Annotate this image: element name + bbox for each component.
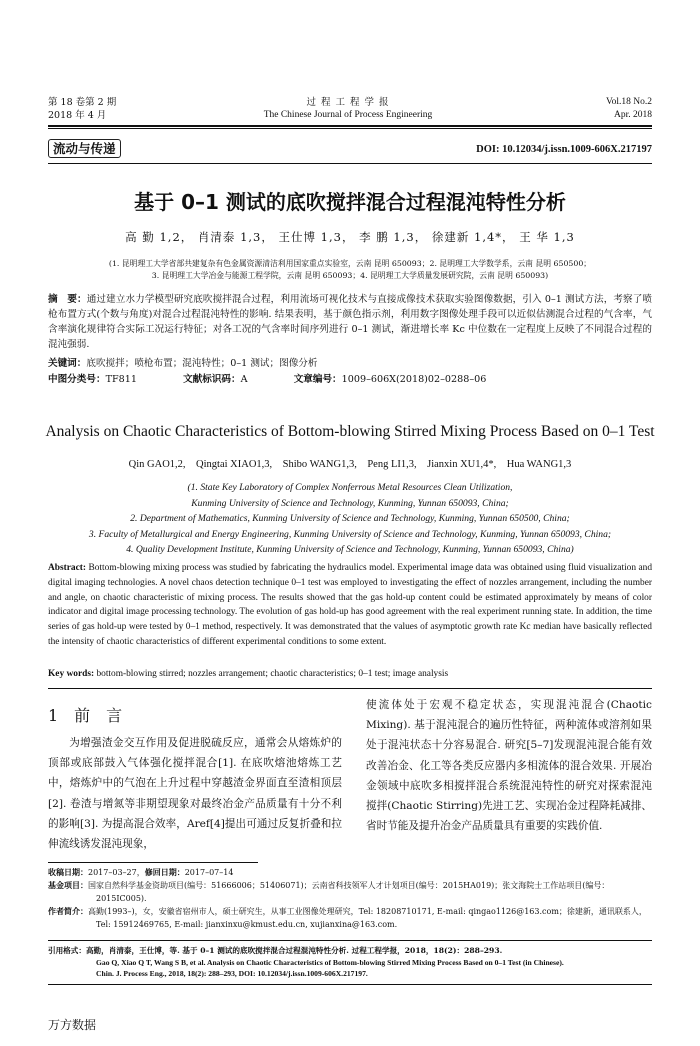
volume-cn: 第 18 卷第 2 期 (48, 97, 117, 108)
fund-line (48, 879, 652, 905)
abstract-en (48, 561, 652, 650)
section-badge-label: 流动与传递 (48, 139, 121, 158)
abstract-cn-text: 通过建立水力学模型研究底吹搅拌混合过程，利用流场可视化技术与直接成像技术获取实验图像数据，引入 0–1 测试方法，考察了喷枪布置方式(个数与角度)对混合过程混沌特性的影响. 结果表明，基于颜色指示剂，利用数字图像处理手段可以近似估测混合过程的气含率，气含率演化规律符合实际工况运行特征；对各工况的气含率时间序列进行 0–1 测试，渐进增长率 Kc 中位数在一定程度上反映了不同混合过程的混沌强弱. (48, 294, 653, 350)
footnotes (48, 866, 652, 931)
volume-en: Vol.18 No.2 (605, 97, 652, 107)
affiliation-en-line: 4. Quality Development Institute, Kunming University of Science and Technology, Kunming, Yunnan 650093, China) (126, 544, 574, 555)
citation-cn-text: 高勤，肖清泰，王仕博，等. 基于 0–1 测试的底吹搅拌混合过程混沌特性分析. 过程工程学报，2018，18(2)：288–293. (85, 946, 503, 955)
date-cn: 2018 年 4 月 (48, 110, 107, 121)
article-number: 1009–606X(2018)02–0288–06 (341, 374, 487, 385)
author-bio-text: 高勤(1993–)，女，安徽省宿州市人，硕士研究生，从事工业图像处理研究，Tel: 18208710171, E-mail: qingao1126@163.com；徐建新，通讯联系人，Tel: 15912469765, E-mail: jianxinxu@kmust.edu.cn, xujianxina@163.com. (88, 907, 647, 929)
classification (48, 372, 652, 387)
section1-right-column: 使流体处于宏观不稳定状态，实现混沌混合(Chaotic Mixing). 基于混沌混合的遍历性特征，两种流体或溶剂如果处于混沌状态十分容易混合. 研究[5–7]发现混沌混合能有效改善冶金、化工等各类反应器内多相流体的混合效果. 开展冶金领域中底吹多相搅拌混合系统混沌特性的研究对探索混沌搅拌(Chaotic Stirring)先进工艺、实现冶金过程降耗减排、省时节能及提升冶金产品质量具有重要的实践价值. (366, 699, 652, 833)
keywords-en-text: bottom-blowing stirred; nozzles arrangement; chaotic characteristics; 0–1 test; image analysis (96, 669, 449, 679)
affiliation-cn-line: (1. 昆明理工大学省部共建复杂有色金属资源清洁利用国家重点实验室，云南 昆明 650093；2. 昆明理工大学数学系，云南 昆明 650500； (108, 259, 592, 268)
header-rule (48, 125, 652, 127)
fund-label: 基金项目： (48, 880, 88, 890)
affiliation-en-line: Kunming University of Science and Technology, Kunming, Yunnan 650093, China; (191, 497, 509, 509)
watermark: 万方数据 (48, 1018, 97, 1032)
authors-cn: 高 勤 1,2， 肖清泰 1,3， 王仕博 1,3， 李 鹏 1,3， 徐建新 1,4*， 王 华 1,3 (125, 230, 575, 244)
affiliations-en (30, 480, 670, 558)
section1-left-column: 为增强渣金交互作用及促进脱硫反应，通常会从熔炼炉的顶部或底部鼓入气体强化搅拌混合[1]. 在底吹熔池熔炼工艺中，熔炼炉中的气泡在上升过程中穿越渣金界面直至渣相顶层[2]. 卷渣与增氮等非期望现象对最终冶金产品质量有十分不利的影响[3]. 为提高混合效率，Aref[4]提出可通过反复折叠和拉伸流线诱发混沌现象， (48, 737, 342, 851)
received-label: 收稿日期： (48, 867, 88, 877)
article-number-label: 文章编号： (293, 374, 342, 385)
keywords-cn (48, 356, 652, 371)
affiliation-cn-line: 3. 昆明理工大学冶金与能源工程学院，云南 昆明 650093；4. 昆明理工大学质量发展研究院，云南 昆明 650093) (151, 270, 549, 280)
abstract-en-label: Abstract: (48, 563, 87, 573)
citation-en-line: Chin. J. Process Eng., 2018, 18(2): 288–293, DOI: 10.12034/j.issn.1009-606X.217197. (96, 969, 368, 978)
abstract-cn-label: 摘 要： (48, 294, 87, 305)
doc-code: A (240, 374, 248, 385)
abstract-cn (48, 292, 652, 352)
revised-label: 修回日期： (144, 867, 185, 877)
keywords-en-label: Key words: (48, 669, 95, 679)
section-badge (48, 138, 121, 157)
author-bio-label: 作者简介： (48, 906, 88, 916)
authors-en: Qin GAO1,2, Qingtai XIAO1,3, Shibo WANG1,3, Peng LI1,3, Jianxin XU1,4*, Hua WANG1,3 (128, 459, 572, 470)
doc-code-label: 文献标识码： (183, 374, 241, 385)
citation-en-line: Gao Q, Xiao Q T, Wang S B, et al. Analysis on Chaotic Characteristics of Bottom-blowing Stirred Mixing Process Based on 0–1 Test (in Chinese). (96, 957, 564, 967)
author-line (48, 905, 652, 931)
header-rule-thin (48, 128, 652, 129)
fund-text: 国家自然科学基金资助项目(编号：51666006；51406071)；云南省科技领军人才计划项目(编号：2015HA019)；张文海院士工作站项目(编号：2015IC005). (88, 881, 610, 903)
doi: DOI: 10.12034/j.issn.1009-606X.217197 (476, 144, 652, 155)
journal-name-cn: 过 程 工 程 学 报 (306, 97, 390, 108)
revised-date: 2017–07–14 (184, 868, 234, 877)
keywords-cn-text: 底吹搅拌；喷枪布置；混沌特性；0–1 测试；图像分析 (86, 358, 318, 369)
journal-header (48, 96, 652, 124)
keywords-en (48, 667, 652, 682)
title-cn: 基于 0–1 测试的底吹搅拌混合过程混沌特性分析 (134, 190, 566, 214)
clc-label: 中图分类号： (48, 374, 106, 385)
keywords-cn-label: 关键词： (48, 358, 87, 369)
date-en: Apr. 2018 (614, 110, 652, 120)
clc-code: TF811 (105, 374, 137, 385)
affiliation-en-line: 3. Faculty of Metallurgical and Energy Engineering, Kunming University of Science and Technology, Kunming, Yunnan 650093, China; (88, 528, 612, 540)
journal-name-en: The Chinese Journal of Process Engineering (263, 110, 433, 120)
affiliation-en-line: 2. Department of Mathematics, Kunming University of Science and Technology, Kunming, Yunnan 650500, China; (130, 513, 570, 524)
section-heading: 1 前 言 (48, 706, 123, 725)
citation-box (48, 940, 652, 985)
affiliations-cn (40, 258, 660, 281)
dates-line (48, 866, 652, 879)
doi-rule (48, 163, 652, 164)
abstract-en-text: Bottom-blowing mixing process was studied by fabricating the hydraulics model. Experimental image data was obtained using fluid visualization and digital imaging technologies. A novel chaos detection technique 0–1 test was employed to investigating the effect of nozzles arrangement, including the number and angle, on chaotic characteristic of mixing process. The results showed that the gas hold-up content could be estimated approximately by means of color indicator and digital image processing technology. The evolution of gas hold-up has good agreement with the real experiment running state. In addition, the time series of gas hold-up were tested by 0–1 method, respectively. It was demonstrated that the values of asymptotic growth rate Kc median have basically reflected the intensity of chaotic characteristics of different experimental conditions to some extent. (48, 563, 653, 647)
citation-label: 引用格式： (48, 946, 86, 955)
abstract-rule (48, 688, 652, 689)
citation-cn (48, 945, 652, 957)
footnote-rule (48, 862, 258, 863)
received-date: 2017–03–27， (88, 868, 145, 877)
title-en: Analysis on Chaotic Characteristics of Bottom-blowing Stirred Mixing Process Based on 0–1 Test (45, 423, 655, 440)
affiliation-en-line: (1. State Key Laboratory of Complex Nonferrous Metal Resources Clean Utilization, (187, 482, 513, 493)
